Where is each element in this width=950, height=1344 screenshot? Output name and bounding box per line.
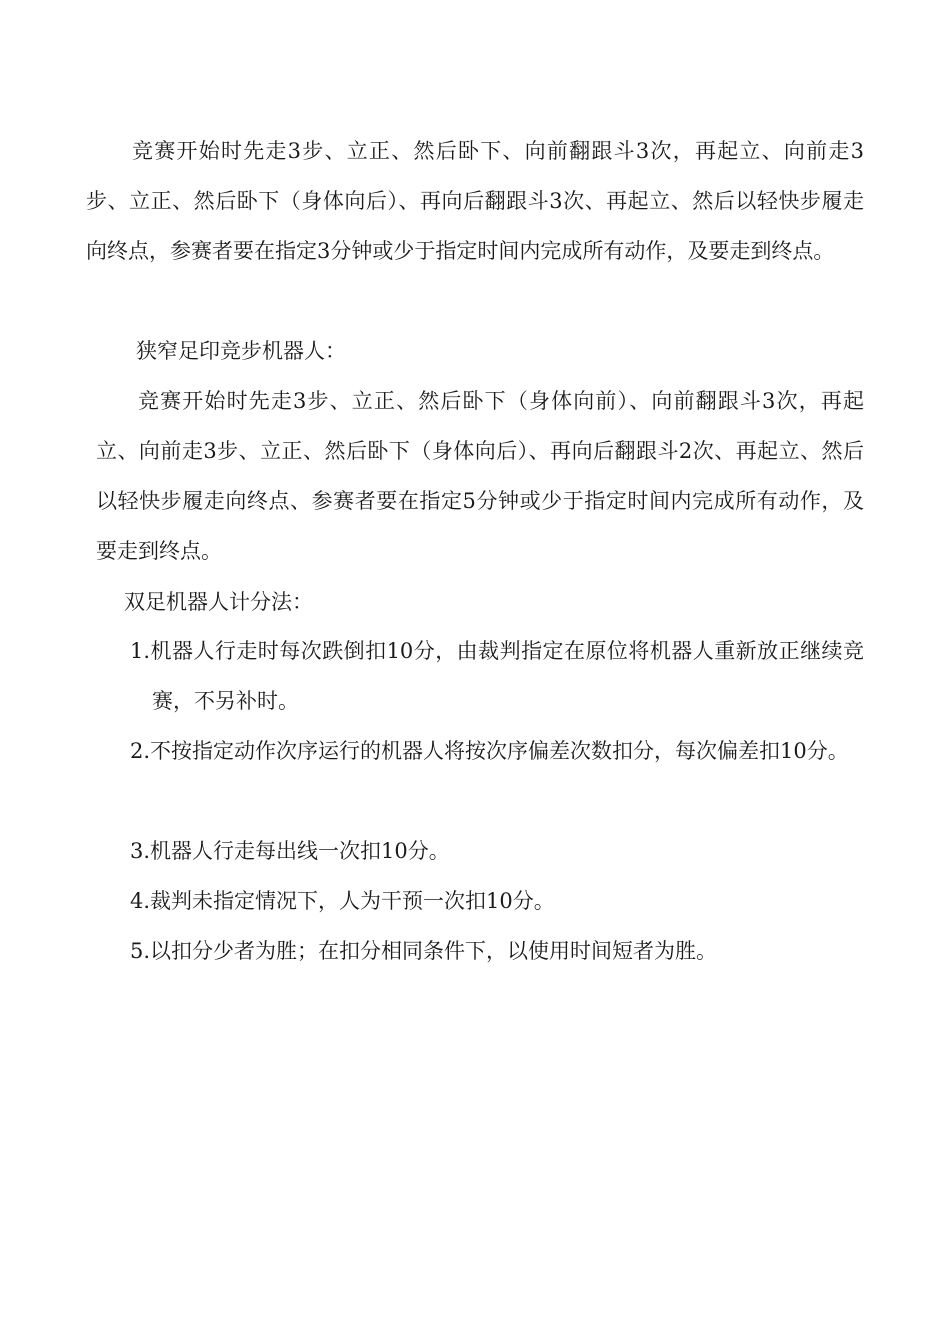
scoring-rule-4: 4.裁判未指定情况下，人为干预一次扣10分。 — [130, 889, 555, 913]
scoring-rule-5: 5.以扣分少者为胜；在扣分相同条件下，以使用时间短者为胜。 — [130, 939, 718, 963]
scoring-rule-2: 2.不按指定动作次序运行的机器人将按次序偏差次数扣分，每次偏差扣10分。 — [130, 739, 849, 763]
paragraph-race-intro: 竞赛开始时先走3步、立正、然后卧下、向前翻跟斗3次，再起立、向前走3步、立正、然后卧下（身体向后）、再向后翻跟斗3次、再起立、然后以轻快步履走向终点，参赛者要在指定3分钟或少于指定时间内完成所有动作，及要走到终点。 — [86, 139, 864, 263]
scoring-rule-3: 3.机器人行走每出线一次扣10分。 — [130, 839, 450, 863]
scoring-rule-1: 1.机器人行走时每次跌倒扣10分，由裁判指定在原位将机器人重新放正继续竞赛，不另补时。 — [130, 639, 864, 713]
heading-narrow-footprint-robot: 狭窄足印竞步机器人： — [136, 339, 346, 363]
heading-scoring-method: 双足机器人计分法： — [124, 590, 313, 614]
paragraph-narrow-footprint-race: 竞赛开始时先走3步、立正、然后卧下（身体向前）、向前翻跟斗3次，再起立、向前走3步、立正、然后卧下（身体向后）、再向后翻跟斗2次、再起立、然后以轻快步履走向终点、参赛者要在指定5分钟或少于指定时间内完成所有动作，及要走到终点。 — [96, 389, 864, 563]
